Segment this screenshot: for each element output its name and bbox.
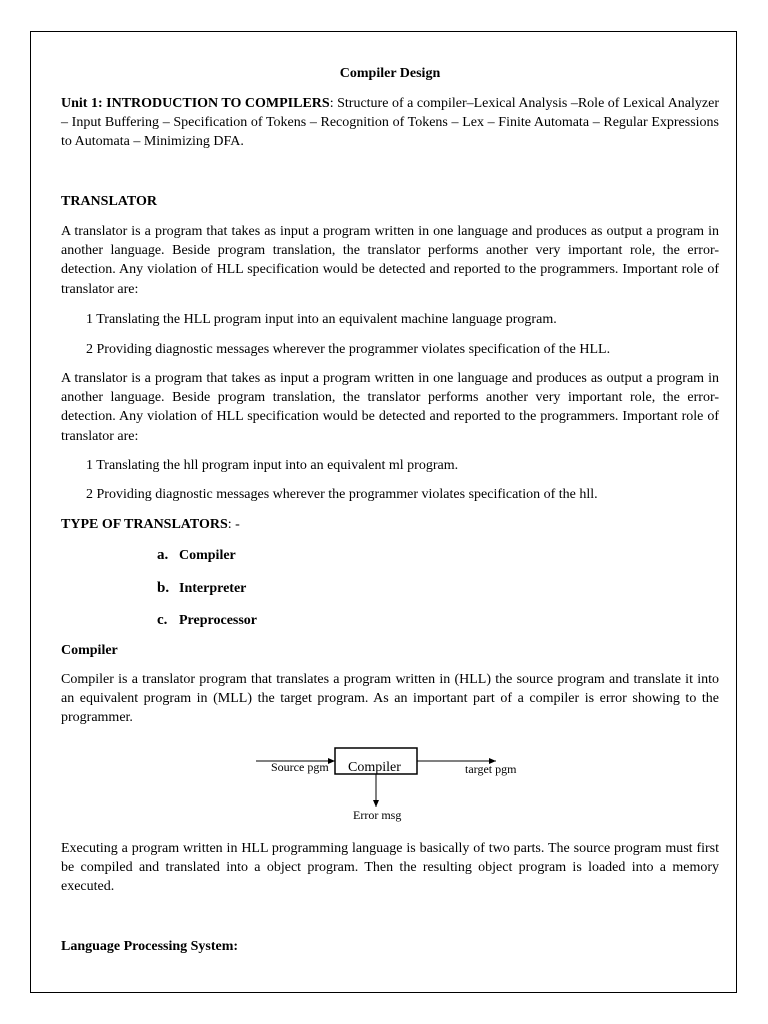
type-marker: b. bbox=[157, 580, 170, 596]
types-heading-suffix: : - bbox=[227, 517, 240, 532]
language-processing-heading: Language Processing System: bbox=[61, 939, 239, 954]
executing-paragraph: Executing a program written in HLL programming language is basically of two parts. The source program must first be compiled and translated into a object program. Then the resulting object program is loaded into a memory executed. bbox=[61, 841, 719, 895]
translator-paragraph-1: A translator is a program that takes as input a program written in one language and produces as output a program in another language. Beside program translation, the translator performs another very important role, the error-detection. Any violation of HLL specification would be detected and reported to the programmers. Important role of translator are: bbox=[61, 224, 719, 297]
compiler-box-label: Compiler bbox=[348, 760, 401, 775]
type-label: Interpreter bbox=[179, 581, 247, 596]
type-label: Preprocessor bbox=[179, 613, 258, 628]
types-heading: TYPE OF TRANSLATORS bbox=[61, 517, 228, 532]
translator-heading: TRANSLATOR bbox=[61, 194, 157, 209]
type-marker: a. bbox=[157, 547, 169, 563]
compiler-heading: Compiler bbox=[61, 643, 118, 658]
target-pgm-label: target pgm bbox=[465, 762, 517, 776]
type-marker: c. bbox=[157, 612, 168, 628]
error-msg-label: Error msg bbox=[353, 808, 402, 822]
source-pgm-label: Source pgm bbox=[271, 760, 329, 774]
translator-list-1-item-1: 1 Translating the HLL program input into an equivalent machine language program. bbox=[86, 312, 557, 327]
unit-topics: : Structure of a compiler–Lexical Analysis –Role of Lexical Analyzer – Input Buffering – Specification of Tokens – Recognition of Tokens – Lex – Finite Automata – Regular Expressions to Automata – Minimizing DFA. bbox=[61, 96, 719, 150]
translator-list-1-item-2: 2 Providing diagnostic messages wherever the programmer violates specification of the HLL. bbox=[86, 342, 611, 357]
unit-heading: Unit 1: INTRODUCTION TO COMPILERS bbox=[61, 96, 330, 111]
translator-list-2-item-1: 1 Translating the hll program input into an equivalent ml program. bbox=[86, 458, 459, 473]
document-title: Compiler Design bbox=[339, 66, 441, 81]
type-label: Compiler bbox=[179, 548, 236, 563]
translator-paragraph-2: A translator is a program that takes as input a program written in one language and produces as output a program in another language. Beside program translation, the translator performs another very important role, the error-detection. Any violation of HLL specification would be detected and reported to the programmers. Important role of translator are: bbox=[61, 371, 719, 444]
translator-list-2-item-2: 2 Providing diagnostic messages wherever the programmer violates specification of the hll. bbox=[86, 487, 598, 502]
compiler-paragraph: Compiler is a translator program that translates a program written in (HLL) the source program and translate it into an equivalent program in (MLL) the target program. As an important part of a compiler is error showing to the programmer. bbox=[61, 672, 719, 726]
